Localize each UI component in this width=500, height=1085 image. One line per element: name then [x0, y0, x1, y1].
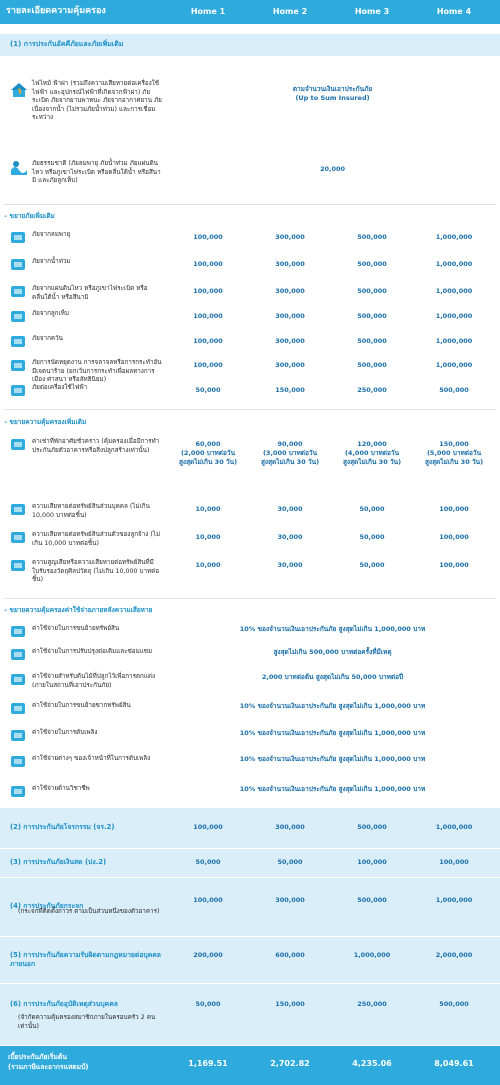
cell-home-2: 600,000 [275, 951, 305, 959]
natural-disaster-value: 20,000 [319, 165, 346, 173]
cell-home-2: 300,000 [275, 312, 305, 320]
cell-home-4: 1,000,000 [435, 823, 473, 831]
cell-home-1: 100,000 [193, 233, 223, 241]
cell-home-4: 1,000,000 [435, 260, 473, 268]
premium-title-line1: เบี้ยประกันภัยเริ่มต้น [8, 1053, 67, 1061]
cell-home-3: 50,000 [359, 533, 385, 541]
flood-icon [10, 257, 28, 273]
cell-home-1: 60,000 (2,000 บาทต่อวัน สูงสุดไม่เกิน 30 วัน) [178, 440, 238, 466]
natural-disaster-icon [10, 160, 28, 176]
cell-home-1: 100,000 [193, 312, 223, 320]
table-header [0, 0, 500, 24]
premium-home-4: 8,049.61 [434, 1059, 474, 1068]
temporary-house-icon [10, 437, 28, 453]
moving-boxes-icon [10, 624, 28, 640]
page-title: รายละเอียดความคุ้มครอง [6, 6, 106, 16]
cell-home-4: 100,000 [439, 533, 469, 541]
cell-home-1: 100,000 [193, 287, 223, 295]
cell-home-2: 50,000 [277, 858, 303, 866]
cell-home-4: 1,000,000 [435, 896, 473, 904]
section-title: (3) การประกันภัยเงินสด (ปง.2) [10, 858, 107, 866]
fire-label: ไฟไหม้ ฟ้าผ่า (รวมถึงความเสียหายต่อเครื่องใช้ไฟฟ้า และอุปกรณ์ไฟฟ้าที่เกิดจากฟ้าผ่า) ภัยระเบิด ภัยจากยานพาหนะ ภัยจากอากาศยาน ภัยเนื่องจากน้ำ (ไม่รวมภัยน้ำท่วม) และการเชี่อมระหว่าง [32, 80, 162, 121]
hail-icon [10, 309, 28, 325]
premium-home-1: 1,169.51 [188, 1059, 228, 1068]
divider [4, 409, 496, 410]
divider [4, 204, 496, 205]
row-label: ภัยต่อเครื่องใช้ไฟฟ้า [32, 384, 88, 391]
cell-home-1: 10,000 [195, 533, 221, 541]
cell-home-3: 500,000 [357, 287, 387, 295]
row-label: ภัยการนัดหยุดงาน การจลาจลหรือการกระทำอันมีเจตนาร้าย (ยกเว้นการกระทำเพื่อผลทางการเมือง ศาสนา หรือลัทธินิยม) [32, 359, 162, 383]
premium-home-2: 2,702.82 [270, 1059, 310, 1068]
cell-home-3: 50,000 [359, 561, 385, 569]
row-label: ภัยจากลมพายุ [32, 231, 71, 238]
cell-home-2: 300,000 [275, 361, 305, 369]
coverage-section [0, 878, 500, 936]
column-header-home-4: Home 4 [436, 7, 472, 16]
row-label: ค่าใช้จ่ายต่างๆ ของเจ้าหน้าที่ในการดับเพลิง [32, 755, 151, 762]
vase-icon [10, 558, 28, 574]
premium-footer [0, 1046, 500, 1085]
cell-home-4: 500,000 [439, 386, 469, 394]
cell-home-3: 250,000 [357, 386, 387, 394]
storm-icon [10, 230, 28, 246]
row-label: ภัยจากแผ่นดินไหว หรือภูเขาไฟระเบิด หรือคลื่นใต้น้ำ หรือสึนามิ [32, 285, 148, 301]
cell-home-3: 100,000 [357, 858, 387, 866]
cell-home-3: 1,000,000 [353, 951, 391, 959]
smoke-icon [10, 334, 28, 350]
cell-home-3: 500,000 [357, 312, 387, 320]
cell-home-4: 2,000,000 [435, 951, 473, 959]
section-title: (4) การประกันภัยกระจก [10, 902, 84, 910]
cell-home-1: 10,000 [195, 561, 221, 569]
cell-home-4: 100,000 [439, 505, 469, 513]
cell-home-2: 150,000 [275, 386, 305, 394]
cell-home-3: 50,000 [359, 505, 385, 513]
premium-home-3: 4,235.06 [352, 1059, 392, 1068]
coverage-section [0, 984, 500, 1045]
column-header-home-2: Home 2 [272, 7, 308, 16]
cell-home-1: 50,000 [195, 1000, 221, 1008]
cell-home-2: 300,000 [275, 260, 305, 268]
cell-home-4: 150,000 (5,000 บาทต่อวัน สูงสุดไม่เกิน 30 วัน) [424, 440, 484, 466]
employee-property-icon [10, 530, 28, 546]
firefighter-icon [10, 754, 28, 770]
natural-disaster-label: ภัยธรรมชาติ (ภัยลมพายุ ภัยน้ำท่วม ภัยแผ่นดินไหว หรือภูเขาไฟระเบิด หรือคลื่นใต้น้ำ หรือสึนามิ และภัยลูกเห็บ) [32, 160, 161, 184]
row-label: ภัยจากลูกเห็บ [32, 310, 69, 317]
cell-home-3: 500,000 [357, 337, 387, 345]
cell-home-2: 90,000 (3,000 บาทต่อวัน สูงสุดไม่เกิน 30 วัน) [260, 440, 320, 466]
extra-cover-heading: – ขยายความคุ้มครองเพิ่มเติม [4, 418, 86, 426]
cell-home-2: 30,000 [277, 561, 303, 569]
cell-home-2: 30,000 [277, 505, 303, 513]
row-label: ค่าใช้จ่ายในการขนย้ายทรัพย์สิน [32, 625, 120, 632]
section-fire-insurance [0, 34, 500, 56]
cell-home-1: 200,000 [193, 951, 223, 959]
row-value: 10% ของจำนวนเงินเอาประกันภัย สูงสุดไม่เกิน 1,000,000 บาท [239, 625, 426, 633]
personal-property-icon [10, 502, 28, 518]
row-label: ค่าใช้จ่ายในการปรับปรุงต่อเติมและซ่อมแซม [32, 648, 153, 655]
row-label: ความเสียหายต่อทรัพย์สินส่วนตัวของลูกจ้าง (ไม่เกิน 10,000 บาทต่อชิ้น) [32, 531, 161, 547]
bricks-icon [10, 647, 28, 663]
section-title: (1) การประกันอัคคีภัยและภัยเพิ่มเติม [10, 40, 124, 48]
fire-value-line2: (Up to Sum Insured) [295, 93, 370, 102]
plant-icon [10, 672, 28, 688]
cell-home-1: 100,000 [193, 337, 223, 345]
cell-home-2: 300,000 [275, 337, 305, 345]
row-value: 2,000 บาทต่อต้น สูงสุดไม่เกิน 50,000 บาทต่อปี [261, 673, 404, 681]
cell-home-1: 10,000 [195, 505, 221, 513]
coverage-section [0, 808, 500, 848]
row-label: ค่าใช้จ่ายด้านวิชาชีพ [32, 785, 90, 792]
row-label: ค่าใช้จ่ายสำหรับต้นไม้ที่ปลูกไว้เพื่อการตกแต่ง (ภายในสถานที่เอาประกันภัย) [32, 673, 156, 689]
cell-home-2: 30,000 [277, 533, 303, 541]
cell-home-3: 250,000 [357, 1000, 387, 1008]
row-value: 10% ของจำนวนเงินเอาประกันภัย สูงสุดไม่เกิน 1,000,000 บาท [239, 785, 426, 793]
cell-home-1: 100,000 [193, 361, 223, 369]
cell-home-4: 1,000,000 [435, 361, 473, 369]
fire-extinguisher-icon [10, 728, 28, 744]
cell-home-2: 150,000 [275, 1000, 305, 1008]
cell-home-2: 300,000 [275, 233, 305, 241]
cell-home-4: 1,000,000 [435, 337, 473, 345]
row-label: ความสูญเสียหรือความเสียหายต่อทรัพย์สินที่มีใบรับรองวัตถุศิลปวัตถุ (ไม่เกิน 10,000 บาทต่อชิ้น) [32, 559, 160, 583]
row-value: 10% ของจำนวนเงินเอาประกันภัย สูงสุดไม่เกิน 1,000,000 บาท [239, 729, 426, 737]
section-note: (กระจกที่ติดตั้งถาวร ตามเป็นส่วนหนึ่งของตัวอาคาร) [18, 908, 160, 915]
cell-home-1: 50,000 [195, 858, 221, 866]
row-value: สูงสุดไม่เกิน 500,000 บาทต่อครั้งที่มีเหตุ [273, 648, 392, 656]
cell-home-4: 100,000 [439, 561, 469, 569]
divider [4, 598, 496, 599]
section-title: (2) การประกันภัยโจรกรรม (จร.2) [10, 823, 115, 831]
cell-home-1: 100,000 [193, 260, 223, 268]
extra-perils-heading: – ขยายภัยเพิ่มเติม [4, 212, 55, 220]
cell-home-2: 300,000 [275, 823, 305, 831]
row-label: ภัยจากน้ำท่วม [32, 258, 71, 265]
cell-home-4: 1,000,000 [435, 287, 473, 295]
appliance-icon [10, 383, 28, 399]
briefcase-icon [10, 784, 28, 800]
premium-title [8, 1053, 89, 1072]
row-value: 10% ของจำนวนเงินเอาประกันภัย สูงสุดไม่เกิน 1,000,000 บาท [239, 755, 426, 763]
fire-value-line1: ตามจำนวนเงินเอาประกันภัย [292, 85, 373, 93]
cell-home-3: 500,000 [357, 896, 387, 904]
row-label: ความเสียหายต่อทรัพย์สินส่วนบุคคล (ไม่เกิน 10,000 บาทต่อชิ้น) [32, 503, 150, 519]
cell-home-1: 100,000 [193, 823, 223, 831]
earthquake-icon [10, 284, 28, 300]
section-title: (6) การประกันภัยอุบัติเหตุส่วนบุคคล [10, 1000, 118, 1008]
section-title: (5) การประกันภัยความรับผิดตามกฎหมายต่อบุคคลภายนอก [10, 951, 161, 969]
cell-home-3: 120,000 (4,000 บาทต่อวัน สูงสุดไม่เกิน 30 วัน) [342, 440, 402, 466]
cell-home-4: 1,000,000 [435, 312, 473, 320]
cell-home-3: 500,000 [357, 361, 387, 369]
coverage-section [0, 849, 500, 877]
section-note: (จำกัดความคุ้มครองสมาชิกภายในครอบครัว 2 คน เท่านั้น) [18, 1014, 156, 1030]
column-header-home-1: Home 1 [190, 7, 226, 16]
cell-home-2: 300,000 [275, 896, 305, 904]
after-disaster-heading: – ขยายความคุ้มครองค่าใช้จ่ายภายหลังความเสียหาย [4, 606, 152, 614]
row-label: ค่าใช้จ่ายในการดับเพลิง [32, 729, 98, 736]
debris-icon [10, 701, 28, 717]
house-fire-icon [10, 82, 28, 98]
cell-home-3: 500,000 [357, 260, 387, 268]
column-header-home-3: Home 3 [354, 7, 390, 16]
fire-value [165, 85, 500, 103]
cell-home-1: 100,000 [193, 896, 223, 904]
cell-home-4: 500,000 [439, 1000, 469, 1008]
cell-home-4: 100,000 [439, 858, 469, 866]
row-label: ค่าใช้จ่ายในการขนย้ายซากทรัพย์สิน [32, 702, 131, 709]
cell-home-3: 500,000 [357, 823, 387, 831]
row-label: ภัยจากควัน [32, 335, 63, 342]
cell-home-3: 500,000 [357, 233, 387, 241]
premium-title-line2: (รวมภาษีและอากรแสตมป์) [8, 1062, 89, 1071]
row-value: 10% ของจำนวนเงินเอาประกันภัย สูงสุดไม่เกิน 1,000,000 บาท [239, 702, 426, 710]
cell-home-2: 300,000 [275, 287, 305, 295]
cell-home-4: 1,000,000 [435, 233, 473, 241]
cell-home-1: 50,000 [195, 386, 221, 394]
row-label: ค่าเช่าที่พักอาศัยชั่วคราว (คุ้มครองเมื่อมีการทำประกันภัยตัวอาคารหรือสิ่งปลูกสร้างเท่านั้น) [32, 438, 160, 454]
riot-icon [10, 358, 28, 374]
coverage-section [0, 937, 500, 983]
